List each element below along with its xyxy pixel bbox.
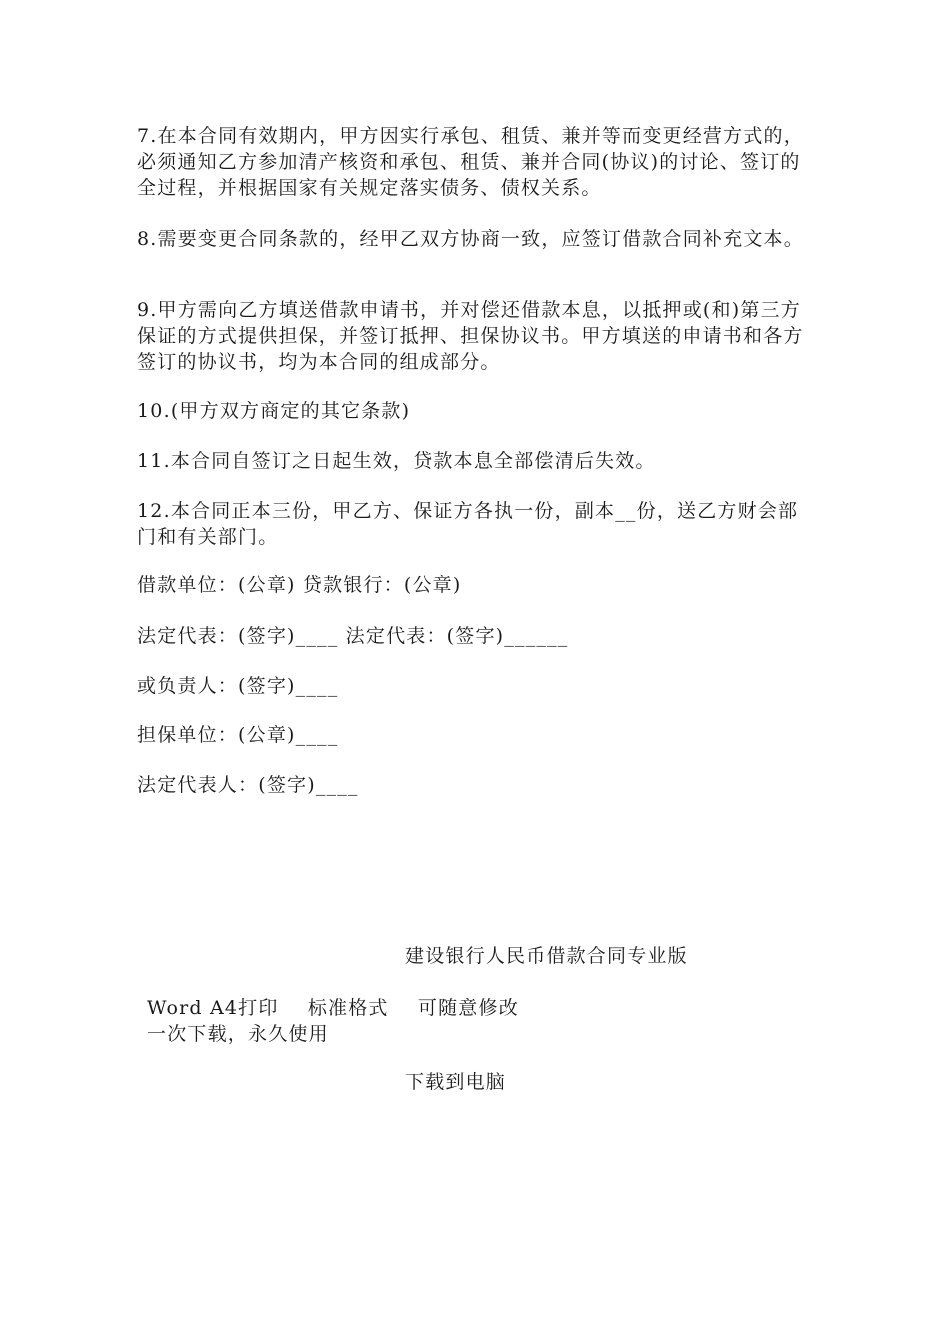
clause-8: 8.需要变更合同条款的，经甲乙双方协商一致，应签订借款合同补充文本。 — [137, 228, 804, 250]
clause-11: 11.本合同自签订之日起生效，贷款本息全部偿清后失效。 — [137, 450, 656, 472]
clause-10: 10.(甲方双方商定的其它条款) — [137, 400, 411, 422]
clause-9: 9.甲方需向乙方填送借款申请书，并对偿还借款本息，以抵押或(和)第三方保证的方式提供担保，并签订抵押、担保协议书。甲方填送的申请书和各方签订的协议书，均为本合同的组成部分。 — [137, 299, 804, 373]
signature-guarantor-line: 担保单位：(公章)____ — [137, 724, 339, 746]
clause-7: 7.在本合同有效期内，甲方因实行承包、租赁、兼并等而变更经营方式的，必须通知乙方参加清产核资和承包、租赁、兼并合同(协议)的讨论、签订的全过程，并根据国家有关规定落实债务、债权关系。 — [137, 125, 804, 199]
signature-guarantor-rep-line: 法定代表人：(签字)____ — [137, 774, 359, 796]
feature-standard-format: 标准格式 — [307, 997, 389, 1019]
signature-responsible-line: 或负责人：(签字)____ — [137, 675, 339, 697]
signature-borrower-line: 借款单位：(公章) 贷款银行：(公章) — [137, 574, 462, 596]
feature-editable: 可随意修改 — [417, 997, 519, 1019]
download-button[interactable]: 下载到电脑 — [405, 1071, 507, 1093]
footer-title: 建设银行人民币借款合同专业版 — [405, 945, 688, 967]
feature-a4-print: Word A4打印 — [147, 997, 279, 1019]
clause-12: 12.本合同正本三份，甲乙方、保证方各执一份，副本__份，送乙方财会部门和有关部门。 — [137, 500, 799, 548]
footer-features — [147, 995, 541, 1021]
signature-legal-rep-line: 法定代表：(签字)____ 法定代表：(签字)______ — [137, 625, 569, 647]
footer-usage: 一次下载，永久使用 — [147, 1023, 329, 1045]
